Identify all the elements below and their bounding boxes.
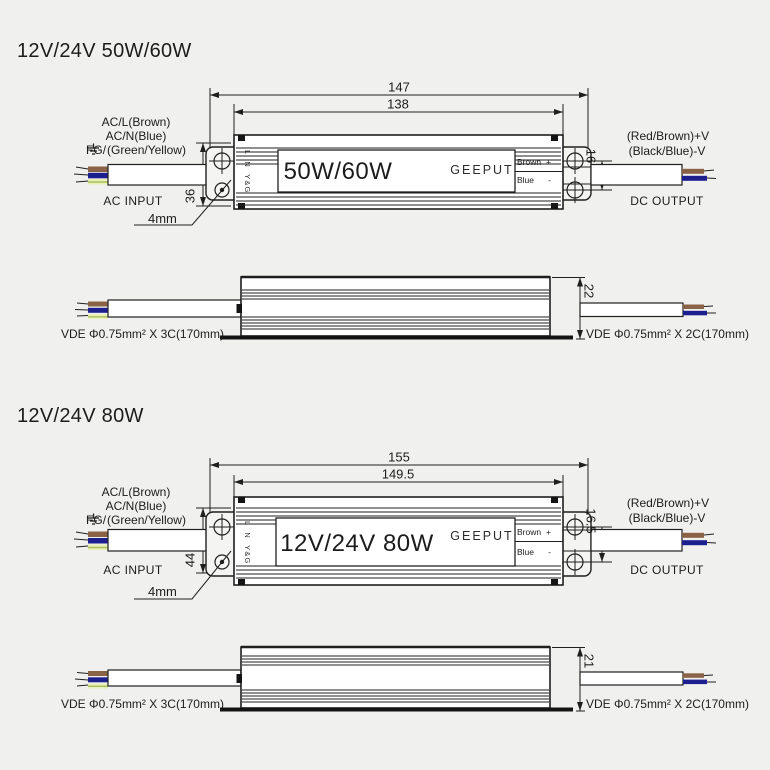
- case-wire-markings: L N Y&G: [243, 521, 252, 565]
- dc-output-label: DC OUTPUT: [630, 563, 704, 577]
- case-body-side: [241, 277, 550, 336]
- wire-blue: [88, 308, 108, 313]
- ac-cable: [108, 165, 207, 186]
- dim-body-label: 149.5: [381, 466, 415, 482]
- fg-suffix: (Green/Yellow): [107, 143, 186, 157]
- wire-brown: [682, 169, 704, 174]
- vde-output-spec: VDE Φ0.75mm² X 2C(170mm): [586, 697, 749, 711]
- ac-neutral-label: AC/N(Blue): [105, 129, 167, 143]
- wire-brown: [88, 671, 108, 676]
- wire-blue: [682, 176, 707, 181]
- terminal-negative: Blue -: [517, 547, 551, 557]
- model-label: 50W/60W: [283, 158, 393, 185]
- wire-brown: [683, 673, 704, 678]
- ac-cable: [108, 670, 241, 686]
- wire-blue: [88, 677, 108, 682]
- wire-blue: [682, 540, 707, 545]
- dc-cable: [580, 303, 683, 317]
- fg-prefix: FG/: [86, 143, 107, 157]
- dc-negative-label: (Black/Blue)-V: [628, 511, 706, 525]
- ac-input-label: AC INPUT: [103, 563, 163, 577]
- model-label: 12V/24V 80W: [280, 530, 434, 557]
- ac-line-label: AC/L(Brown): [101, 115, 171, 129]
- wire-brown: [682, 533, 704, 538]
- ac-input-label: AC INPUT: [103, 194, 163, 208]
- dc-output-label: DC OUTPUT: [630, 194, 704, 208]
- wire-brown: [88, 532, 108, 538]
- dim-overall-label: 155: [388, 449, 410, 465]
- dim-output-label: 16.5: [583, 508, 599, 534]
- dc-output-wires: [580, 672, 716, 685]
- terminal-negative: Blue -: [517, 175, 551, 185]
- fg-ground-label: [86, 513, 186, 527]
- ground-icon: [87, 143, 100, 155]
- brand-label: GEEPUT: [450, 163, 514, 177]
- ac-input-wires: [75, 670, 241, 689]
- dim-height-label: 21: [581, 653, 597, 669]
- ac-cable: [108, 300, 241, 317]
- ac-line-label: AC/L(Brown): [101, 485, 171, 499]
- vde-output-spec: VDE Φ0.75mm² X 2C(170mm): [586, 327, 749, 341]
- terminal-positive: Brown +: [517, 527, 551, 537]
- section1-title: 12V/24V 50W/60W: [17, 40, 192, 62]
- wire-blue: [88, 173, 108, 179]
- fg-suffix: (Green/Yellow): [107, 513, 186, 527]
- dim-output-label: 16: [583, 148, 599, 164]
- dc-cable: [591, 165, 682, 186]
- vde-input-spec: VDE Φ0.75mm² X 3C(170mm): [61, 327, 224, 341]
- screw-hole-label: 4mm: [148, 211, 177, 226]
- ac-neutral-label: AC/N(Blue): [105, 499, 167, 513]
- wire-brown: [88, 302, 108, 307]
- terminal-positive: Brown +: [517, 157, 551, 167]
- fg-prefix: FG/: [86, 513, 107, 527]
- brand-label: GEEPUT: [450, 529, 514, 543]
- dim-mount-label: 44: [182, 552, 198, 568]
- dc-negative-label: (Black/Blue)-V: [628, 144, 706, 158]
- wire-blue: [683, 680, 707, 685]
- dc-positive-label: (Red/Brown)+V: [626, 496, 710, 510]
- wire-brown: [88, 167, 108, 173]
- wire-blue: [88, 538, 108, 544]
- ac-input-wires: [75, 300, 241, 319]
- dc-output-wires: [580, 303, 716, 317]
- ac-cable: [108, 530, 207, 552]
- cable-gland: [237, 674, 243, 683]
- dc-cable: [591, 530, 682, 552]
- section2-title: 12V/24V 80W: [17, 405, 144, 427]
- dim-mount-label: 36: [182, 188, 198, 204]
- case-wire-markings: L N Y&G: [243, 150, 252, 194]
- dc-positive-label: (Red/Brown)+V: [626, 129, 710, 143]
- dim-height-label: 22: [581, 283, 597, 299]
- ground-icon: [87, 513, 100, 525]
- dc-cable: [580, 672, 683, 685]
- dim-overall-label: 147: [388, 79, 410, 95]
- dim-body-label: 138: [387, 96, 409, 112]
- vde-input-spec: VDE Φ0.75mm² X 3C(170mm): [61, 697, 224, 711]
- wire-blue: [683, 311, 707, 316]
- screw-hole-label: 4mm: [148, 584, 177, 599]
- cable-gland: [237, 304, 243, 313]
- fg-ground-label: [86, 143, 186, 157]
- wire-brown: [683, 305, 704, 310]
